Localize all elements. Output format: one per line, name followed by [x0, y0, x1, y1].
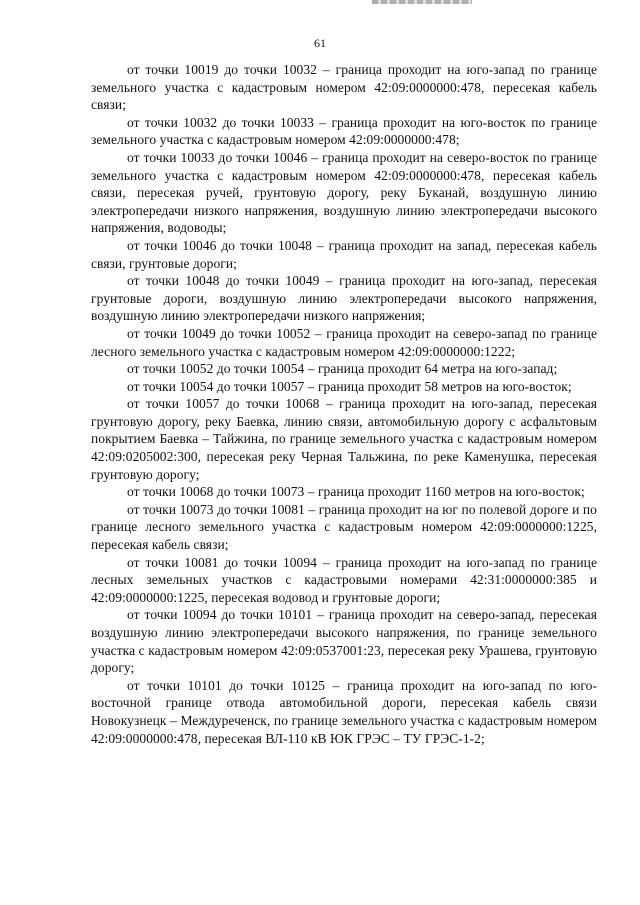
boundary-paragraph: от точки 10052 до точки 10054 – граница проходит 64 метра на юго-запад;: [127, 361, 558, 377]
boundary-paragraph: от точки 10019 до точки 10032 – граница проходит на юго-запад по границе земельного участка с кадастровым номером 42:09:0000000:478, пересекая кабель связи;: [91, 62, 597, 113]
boundary-paragraph: от точки 10068 до точки 10073 – граница проходит 1160 метров на юго-восток;: [127, 484, 585, 500]
boundary-paragraph: от точки 10048 до точки 10049 – граница проходит на юго-запад, пересекая грунтовые дороги, воздушную линию электропередачи высокого напряжения, воздушную линию электропередачи низкого напряжения;: [91, 273, 597, 324]
boundary-paragraph: от точки 10094 до точки 10101 – граница проходит на северо-запад, пересекая воздушную линию электропередачи высокого напряжения, по границе земельного участка с кадастровым номером 42:09:0537001:23, пересекая реку Урашева, грунтовую дорогу;: [91, 607, 597, 676]
scan-header-mark: [372, 0, 472, 4]
boundary-paragraph: от точки 10033 до точки 10046 – граница проходит на северо-восток по границе земельного участка с кадастровым номером 42:09:0000000:478, пересекая кабель связи, пересекая ручей, грунтовую дорогу, реку Буканай, воздушную линию электропередачи низкого напряжения, воздушную линию электропередачи высокого напряжения, водоводы;: [91, 149, 597, 236]
boundary-paragraph: от точки 10049 до точки 10052 – граница проходит на северо-запад по границе лесного земельного участка с кадастровым номером 42:09:0000000:1222;: [91, 325, 597, 359]
boundary-paragraph: от точки 10046 до точки 10048 – граница проходит на запад, пересекая кабель связи, грунтовые дороги;: [91, 237, 597, 271]
boundary-paragraph: от точки 10101 до точки 10125 – граница проходит на юго-запад по юго-восточной границе отвода автомобильной дороги, пересекая кабель связи Новокузнецк – Междуреченск, по границе земельного участка с кадастровым номером 42:09:0000000:478, пересекая ВЛ-110 кВ ЮК ГРЭС – ТУ ГРЭС-1-2;: [91, 677, 597, 746]
boundary-paragraph: от точки 10081 до точки 10094 – граница проходит на юго-запад по границе лесных земельных участков с кадастровыми номерами 42:31:0000000:385 и 42:09:0000000:1225, пересекая водовод и грунтовые дороги;: [91, 554, 597, 605]
boundary-paragraph: от точки 10073 до точки 10081 – граница проходит на юг по полевой дороге и по границе лесного земельного участка с кадастровым номером 42:09:0000000:1225, пересекая кабель связи;: [91, 501, 597, 553]
document-body: [91, 61, 597, 747]
page-number: 61: [314, 36, 326, 50]
boundary-paragraph: от точки 10032 до точки 10033 – граница проходит на юго-восток по границе земельного участка с кадастровым номером 42:09:0000000:478;: [91, 114, 597, 148]
boundary-paragraph: от точки 10054 до точки 10057 – граница проходит 58 метров на юго-восток;: [127, 378, 572, 394]
boundary-paragraph: от точки 10057 до точки 10068 – граница проходит на юго-запад, пересекая грунтовую дорогу, реку Баевка, линию связи, автомобильную дорогу с асфальтовым покрытием Баевка – Тайжина, по границе земельного участка с кадастровым номером 42:09:0205002:300, пересекая реку Черная Тальжина, по реке Каменушка, пересекая грунтовую дорогу;: [91, 396, 597, 482]
